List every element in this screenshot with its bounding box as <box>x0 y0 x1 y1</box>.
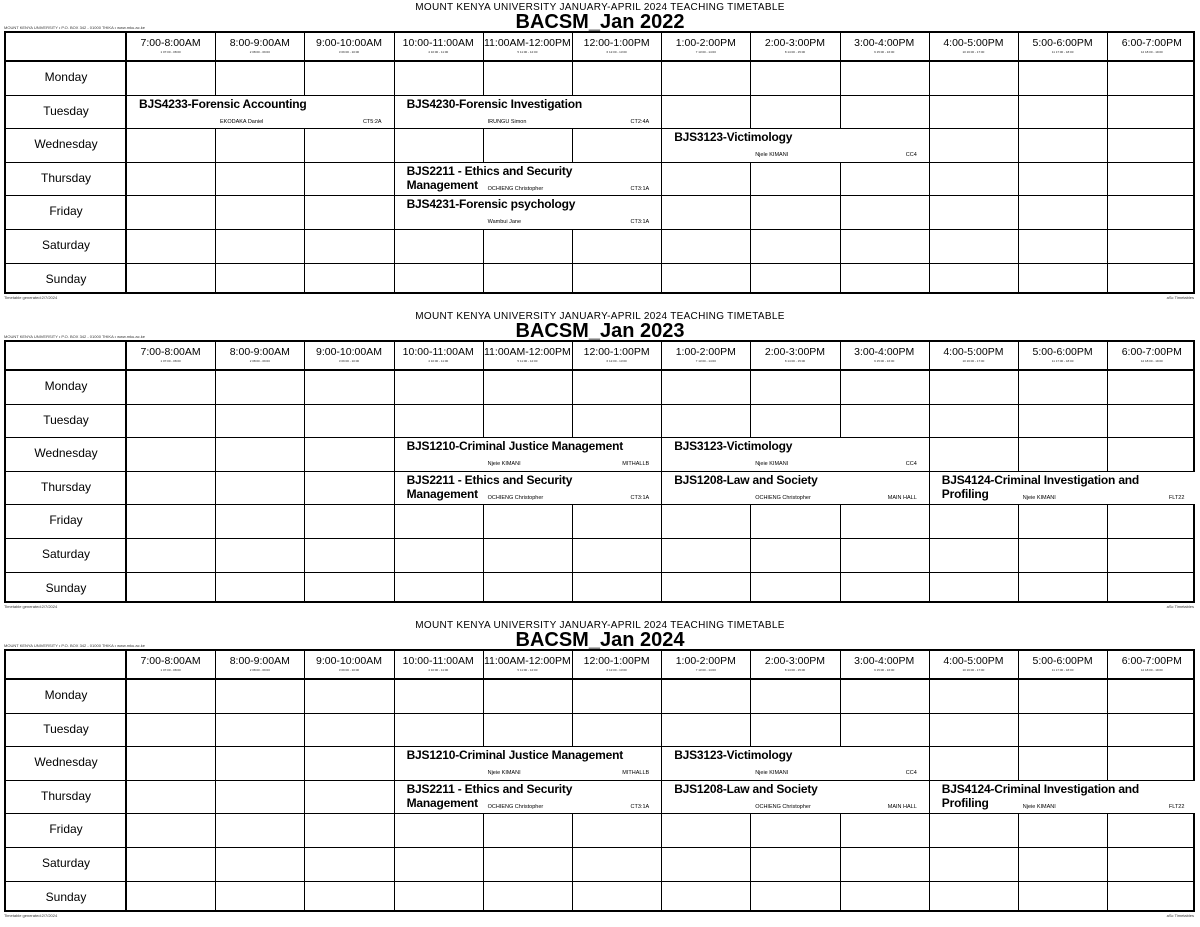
grid-divider <box>6 538 1193 539</box>
course-lecturer: Njeie KIMANI <box>1022 803 1056 810</box>
course-title: BJS4124-Criminal Investigation and Profiling <box>941 472 1140 501</box>
course-lecturer: Njele KIMANI <box>755 152 789 159</box>
grid-divider <box>6 813 1193 814</box>
course-room: MITHALLB <box>622 461 650 468</box>
time-slot-header: 2:00-3:00PM <box>764 655 826 667</box>
course-title: BJS3123-Victimology <box>674 748 793 763</box>
time-slot-subheader: 6 12:00 - 13:00 <box>606 359 627 363</box>
time-slot-header: 12:00-1:00PM <box>583 37 650 49</box>
time-slot-subheader: 5 11:00 - 12:00 <box>517 50 538 54</box>
day-label: Thursday <box>40 788 92 803</box>
time-slot-subheader: 9 15:00 - 16:00 <box>874 359 895 363</box>
grid-divider <box>6 128 1193 129</box>
day-label: Friday <box>49 822 83 837</box>
course-session[interactable] <box>662 472 929 505</box>
time-slot-subheader: 8 14:00 - 15:00 <box>784 359 806 363</box>
course-title: BJS2211 - Ethics and Security Management <box>406 781 573 810</box>
day-label: Wednesday <box>34 755 98 770</box>
time-slot-subheader: 4 10:00 - 11:00 <box>428 359 449 363</box>
course-lecturer: Njeie KIMANI <box>487 461 521 468</box>
time-slot-header: 7:00-8:00AM <box>140 655 201 667</box>
course-room: CT2:4A <box>630 118 650 125</box>
time-slot-header: 10:00-11:00AM <box>402 37 474 49</box>
footer-brand: aSc Timetables <box>1166 913 1194 918</box>
day-label: Wednesday <box>34 446 98 461</box>
time-slot-header: 1:00-2:00PM <box>675 37 736 49</box>
course-title: BJS1208-Law and Society <box>674 781 818 796</box>
time-slot-header: 12:00-1:00PM <box>583 655 650 667</box>
time-slot-subheader: 2 08:00 - 09:00 <box>249 668 270 672</box>
footer-fine-print: Timetable generated:2/7/2024 <box>4 604 58 609</box>
course-session[interactable] <box>395 472 662 505</box>
time-slot-header: 5:00-6:00PM <box>1032 37 1093 49</box>
time-slot-header: 3:00-4:00PM <box>854 37 915 49</box>
time-slot-subheader: 3 09:00 - 10:00 <box>338 668 360 672</box>
time-slot-header: 12:00-1:00PM <box>583 346 650 358</box>
grid-divider <box>6 404 1193 405</box>
course-room: CC4 <box>905 461 917 468</box>
time-slot-subheader: 4 10:00 - 11:00 <box>428 50 449 54</box>
time-slot-header: 5:00-6:00PM <box>1032 655 1093 667</box>
course-room: FLT22 <box>1168 803 1185 810</box>
course-title: BJS2211 - Ethics and Security Management <box>406 472 573 501</box>
course-title: BJS1210-Criminal Justice Management <box>406 748 624 763</box>
time-slot-header: 6:00-7:00PM <box>1121 37 1182 49</box>
grid-divider <box>6 229 1193 230</box>
course-session[interactable] <box>662 747 929 780</box>
time-slot-subheader: 11 17:00 - 18:00 <box>1051 50 1074 54</box>
course-lecturer: Njeie KIMANI <box>755 461 789 468</box>
time-slot-subheader: 1 07:00 - 08:00 <box>160 668 181 672</box>
day-label: Thursday <box>40 479 92 494</box>
time-slot-subheader: 3 09:00 - 10:00 <box>338 50 360 54</box>
time-slot-header: 10:00-11:00AM <box>402 655 474 667</box>
day-label: Tuesday <box>43 721 89 736</box>
time-slot-header: 3:00-4:00PM <box>854 346 915 358</box>
day-label: Monday <box>44 379 88 393</box>
course-room: CT3:1A <box>630 219 650 226</box>
day-label: Tuesday <box>43 412 89 427</box>
time-slot-header: 9:00-10:00AM <box>316 346 382 358</box>
course-lecturer: OCHIENG Christopher <box>487 803 544 810</box>
program-title: BACSM_Jan 2022 <box>515 11 685 33</box>
timetable-grid <box>4 31 1195 294</box>
time-slot-header: 3:00-4:00PM <box>854 655 915 667</box>
grid-divider <box>6 678 1193 680</box>
time-slot-header: 4:00-5:00PM <box>943 346 1004 358</box>
time-slot-subheader: 12 18:00 - 19:00 <box>1140 50 1163 54</box>
course-session[interactable] <box>662 129 929 162</box>
time-slot-header: 6:00-7:00PM <box>1121 346 1182 358</box>
course-title: BJS3123-Victimology <box>674 130 793 145</box>
course-session[interactable] <box>395 163 662 196</box>
day-label: Saturday <box>41 547 91 561</box>
university-title: MOUNT KENYA UNIVERSITY JANUARY-APRIL 2024 TEACHING TIMETABLE <box>415 2 785 13</box>
time-slot-header: 9:00-10:00AM <box>316 655 382 667</box>
time-slot-header: 11:00AM-12:00PM <box>484 346 571 358</box>
day-label: Saturday <box>41 238 91 252</box>
time-slot-subheader: 8 14:00 - 15:00 <box>784 50 806 54</box>
course-session[interactable] <box>662 438 929 471</box>
course-lecturer: OCHIENG Christopher <box>755 494 811 501</box>
time-slot-header: 10:00-11:00AM <box>402 346 474 358</box>
course-room: CC4 <box>905 770 917 777</box>
course-session[interactable] <box>395 96 662 129</box>
course-lecturer: Njeie KIMANI <box>755 770 789 777</box>
course-title: BJS3123-Victimology <box>674 439 793 454</box>
time-slot-subheader: 1 07:00 - 08:00 <box>160 50 181 54</box>
time-slot-header: 8:00-9:00AM <box>229 37 290 49</box>
footer-fine-print: Timetable generated:2/7/2024 <box>4 913 58 918</box>
footer-brand: aSc Timetables <box>1166 604 1194 609</box>
university-title: MOUNT KENYA UNIVERSITY JANUARY-APRIL 2024 TEACHING TIMETABLE <box>415 311 785 322</box>
day-label: Wednesday <box>34 137 98 152</box>
course-lecturer: Njeie KIMANI <box>487 770 521 777</box>
time-slot-subheader: 1 07:00 - 08:00 <box>160 359 181 363</box>
day-label: Sunday <box>45 580 87 595</box>
course-room: CT5:2A <box>362 118 382 125</box>
grid-divider <box>6 504 1193 505</box>
time-slot-subheader: 2 08:00 - 09:00 <box>249 359 270 363</box>
time-slot-subheader: 10 16:00 - 17:00 <box>962 50 985 54</box>
program-title: BACSM_Jan 2024 <box>515 629 685 651</box>
time-slot-header: 6:00-7:00PM <box>1121 655 1182 667</box>
time-slot-header: 7:00-8:00AM <box>140 346 201 358</box>
course-session[interactable] <box>930 781 1197 814</box>
day-label: Sunday <box>45 271 87 286</box>
time-slot-subheader: 3 09:00 - 10:00 <box>338 359 360 363</box>
timetable-section <box>0 618 1200 927</box>
grid-divider <box>6 847 1193 848</box>
course-room: CT3:1A <box>630 185 650 192</box>
header-fine-print: MOUNT KENYA UNIVERSITY • P.O. BOX 342 - 01000 THIKA • www.mku.ac.ke <box>4 25 145 30</box>
time-slot-header: 1:00-2:00PM <box>675 346 736 358</box>
time-slot-subheader: 7 13:00 - 14:00 <box>695 359 716 363</box>
course-title: BJS4231-Forensic psychology <box>406 197 576 212</box>
grid-divider <box>6 263 1193 264</box>
time-slot-header: 11:00AM-12:00PM <box>484 655 571 667</box>
day-label: Sunday <box>45 889 87 904</box>
grid-divider <box>6 572 1193 573</box>
course-room: MAIN HALL <box>887 803 917 810</box>
course-lecturer: OCHIENG Christopher <box>755 803 811 810</box>
timetable-section <box>0 0 1200 309</box>
time-slot-header: 9:00-10:00AM <box>316 37 382 49</box>
time-slot-subheader: 6 12:00 - 13:00 <box>606 50 627 54</box>
time-slot-subheader: 11 17:00 - 18:00 <box>1051 359 1074 363</box>
course-room: MITHALLB <box>622 770 650 777</box>
time-slot-header: 11:00AM-12:00PM <box>484 37 571 49</box>
time-slot-subheader: 4 10:00 - 11:00 <box>428 668 449 672</box>
course-room: FLT22 <box>1168 494 1185 501</box>
day-label: Thursday <box>40 170 92 185</box>
time-slot-subheader: 8 14:00 - 15:00 <box>784 668 806 672</box>
course-title: BJS2211 - Ethics and Security Management <box>406 163 573 192</box>
time-slot-subheader: 9 15:00 - 16:00 <box>874 50 895 54</box>
course-title: BJS4124-Criminal Investigation and Profiling <box>941 781 1140 810</box>
time-slot-subheader: 12 18:00 - 19:00 <box>1140 359 1163 363</box>
header-fine-print: MOUNT KENYA UNIVERSITY • P.O. BOX 342 - 01000 THIKA • www.mku.ac.ke <box>4 643 145 648</box>
course-title: BJS1210-Criminal Justice Management <box>406 439 624 454</box>
time-slot-header: 4:00-5:00PM <box>943 37 1004 49</box>
time-slot-subheader: 11 17:00 - 18:00 <box>1051 668 1074 672</box>
time-slot-subheader: 12 18:00 - 19:00 <box>1140 668 1163 672</box>
time-slot-subheader: 10 16:00 - 17:00 <box>962 359 985 363</box>
time-slot-header: 7:00-8:00AM <box>140 37 201 49</box>
time-slot-header: 4:00-5:00PM <box>943 655 1004 667</box>
grid-divider <box>6 369 1193 371</box>
grid-divider <box>6 881 1193 882</box>
time-slot-subheader: 10 16:00 - 17:00 <box>962 668 985 672</box>
course-room: CT3:1A <box>630 803 650 810</box>
course-lecturer: Wambui Jane <box>487 219 522 226</box>
time-slot-subheader: 2 08:00 - 09:00 <box>249 50 270 54</box>
time-slot-header: 2:00-3:00PM <box>764 37 826 49</box>
grid-divider <box>6 713 1193 714</box>
course-session[interactable] <box>395 196 662 229</box>
course-lecturer: IRUNGU Simon <box>487 118 527 125</box>
day-label: Monday <box>44 70 88 84</box>
time-slot-header: 8:00-9:00AM <box>229 346 290 358</box>
course-room: MAIN HALL <box>887 494 917 501</box>
day-label: Monday <box>44 688 88 702</box>
day-label: Friday <box>49 513 83 528</box>
course-title: BJS1208-Law and Society <box>674 472 818 487</box>
grid-divider <box>6 60 1193 62</box>
timetable-grid <box>4 649 1195 912</box>
time-slot-subheader: 9 15:00 - 16:00 <box>874 668 895 672</box>
time-slot-subheader: 5 11:00 - 12:00 <box>517 359 538 363</box>
time-slot-header: 1:00-2:00PM <box>675 655 736 667</box>
course-room: CC4 <box>905 152 917 159</box>
header-fine-print: MOUNT KENYA UNIVERSITY • P.O. BOX 342 - 01000 THIKA • www.mku.ac.ke <box>4 334 145 339</box>
course-lecturer: EKODAKA Daniel <box>220 118 264 125</box>
course-room: CT3:1A <box>630 494 650 501</box>
course-lecturer: OCHIENG Christopher <box>487 494 544 501</box>
course-session[interactable] <box>930 472 1197 505</box>
course-session[interactable] <box>127 96 394 129</box>
university-title: MOUNT KENYA UNIVERSITY JANUARY-APRIL 2024 TEACHING TIMETABLE <box>415 620 785 631</box>
footer-brand: aSc Timetables <box>1166 295 1194 300</box>
day-label: Tuesday <box>43 103 89 118</box>
course-title: BJS4230-Forensic Investigation <box>406 96 582 111</box>
footer-fine-print: Timetable generated:2/7/2024 <box>4 295 58 300</box>
course-session[interactable] <box>662 781 929 814</box>
day-label: Friday <box>49 204 83 219</box>
time-slot-header: 2:00-3:00PM <box>764 346 826 358</box>
program-title: BACSM_Jan 2023 <box>515 320 685 342</box>
course-session[interactable] <box>395 438 662 471</box>
time-slot-header: 5:00-6:00PM <box>1032 346 1093 358</box>
timetable-grid <box>4 340 1195 603</box>
time-slot-header: 8:00-9:00AM <box>229 655 290 667</box>
time-slot-subheader: 7 13:00 - 14:00 <box>695 668 716 672</box>
course-title: BJS4233-Forensic Accounting <box>139 96 307 111</box>
course-lecturer: Njeie KIMANI <box>1022 494 1056 501</box>
timetable-section <box>0 309 1200 618</box>
day-label: Saturday <box>41 856 91 870</box>
course-session[interactable] <box>395 747 662 780</box>
course-lecturer: OCHIENG Christopher <box>487 185 544 192</box>
time-slot-subheader: 7 13:00 - 14:00 <box>695 50 716 54</box>
time-slot-subheader: 5 11:00 - 12:00 <box>517 668 538 672</box>
course-session[interactable] <box>395 781 662 814</box>
time-slot-subheader: 6 12:00 - 13:00 <box>606 668 627 672</box>
